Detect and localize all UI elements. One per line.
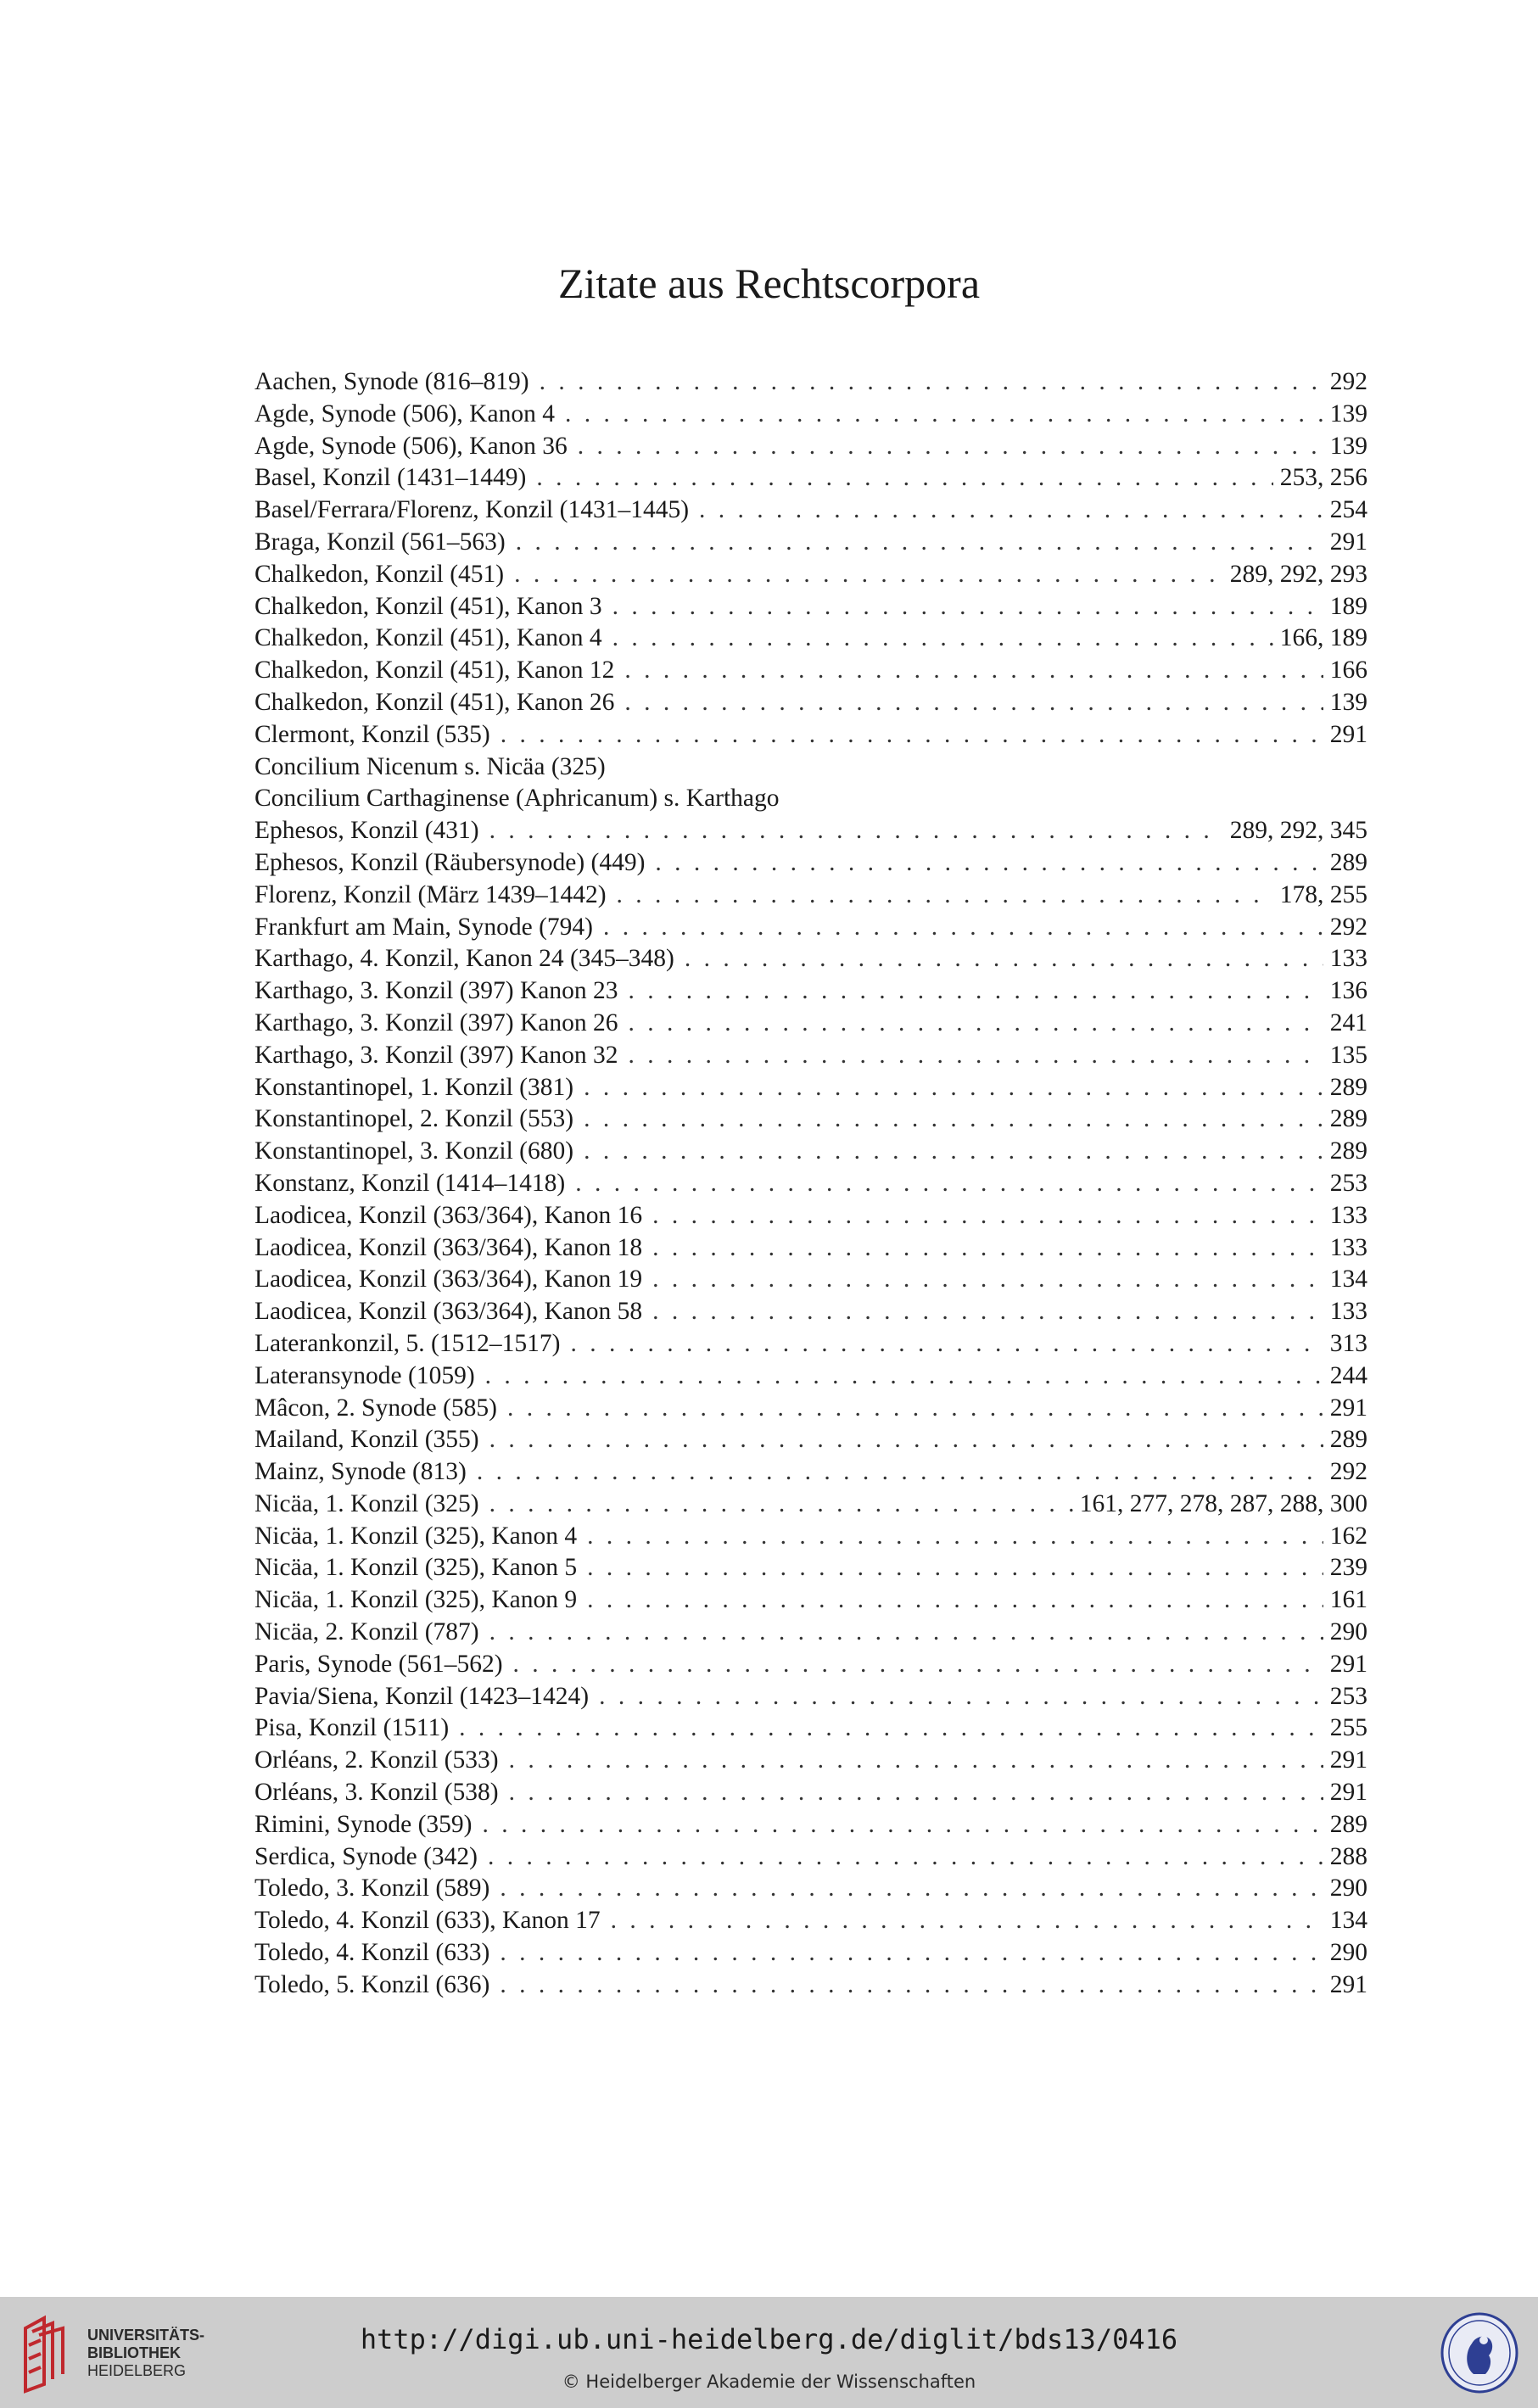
entry-title: Konstantinopel, 3. Konzil (680) xyxy=(254,1137,574,1165)
dot-leader xyxy=(584,1103,1323,1136)
entry-title: Serdica, Synode (342) xyxy=(254,1842,478,1870)
dot-leader xyxy=(540,366,1323,399)
entry-page-numbers: 244 xyxy=(1329,1361,1367,1389)
index-entry xyxy=(254,527,1367,559)
entry-page-numbers: 133 xyxy=(1329,1233,1367,1261)
dot-leader xyxy=(477,1456,1323,1489)
dot-leader xyxy=(500,1937,1323,1969)
dot-leader xyxy=(611,1905,1323,1937)
dot-leader xyxy=(587,1521,1323,1553)
entry-title: Laodicea, Konzil (363/364), Kanon 58 xyxy=(254,1298,643,1326)
dot-leader xyxy=(513,1649,1323,1681)
index-entry xyxy=(254,1745,1367,1777)
index-entry xyxy=(254,591,1367,623)
index-entry xyxy=(254,1681,1367,1713)
index-entry xyxy=(254,1809,1367,1841)
dot-leader xyxy=(652,1264,1323,1296)
dot-leader xyxy=(507,1393,1323,1425)
entry-page-numbers: 133 xyxy=(1329,1298,1367,1326)
entry-title: Toledo, 4. Konzil (633), Kanon 17 xyxy=(254,1907,601,1935)
entry-page-numbers: 253 xyxy=(1329,1169,1367,1197)
entry-title: Orléans, 3. Konzil (538) xyxy=(254,1779,499,1807)
academy-seal-icon[interactable] xyxy=(1440,2311,1519,2394)
entry-page-numbers: 292 xyxy=(1329,913,1367,941)
dot-leader xyxy=(489,1424,1323,1456)
dot-leader xyxy=(482,1809,1323,1841)
dot-leader xyxy=(655,847,1323,880)
entry-page-numbers: 291 xyxy=(1329,1746,1367,1774)
entry-page-numbers: 189 xyxy=(1329,592,1367,620)
entry-title: Nicäa, 1. Konzil (325), Kanon 9 xyxy=(254,1586,578,1614)
entry-page-numbers: 289 xyxy=(1329,1426,1367,1454)
dot-leader xyxy=(489,1489,1073,1521)
library-name-line: UNIVERSITÄTS- xyxy=(87,2327,205,2344)
index-entry xyxy=(254,1296,1367,1328)
entry-page-numbers: 291 xyxy=(1329,1394,1367,1422)
entry-title: Pavia/Siena, Konzil (1423–1424) xyxy=(254,1682,590,1710)
entry-page-numbers: 288 xyxy=(1329,1842,1367,1870)
dot-leader xyxy=(652,1232,1323,1265)
page-title: Zitate aus Rechtscorpora xyxy=(557,260,981,307)
dot-leader xyxy=(501,719,1323,751)
entry-page-numbers: 291 xyxy=(1329,720,1367,748)
entry-title: Konstantinopel, 1. Konzil (381) xyxy=(254,1073,574,1101)
entry-title: Chalkedon, Konzil (451), Kanon 12 xyxy=(254,656,615,684)
dot-leader xyxy=(489,815,1223,847)
entry-page-numbers: 289 xyxy=(1329,1073,1367,1101)
entry-page-numbers: 139 xyxy=(1329,688,1367,716)
entry-page-numbers: 166 xyxy=(1329,656,1367,684)
entry-title: Nicäa, 1. Konzil (325), Kanon 4 xyxy=(254,1522,578,1550)
entry-title: Lateransynode (1059) xyxy=(254,1361,475,1389)
index-entry xyxy=(254,847,1367,880)
index-entry xyxy=(254,975,1367,1008)
index-entry xyxy=(254,1649,1367,1681)
entry-page-numbers: 255 xyxy=(1329,1714,1367,1742)
entry-title: Chalkedon, Konzil (451), Kanon 4 xyxy=(254,624,602,652)
citation-index-list xyxy=(254,366,1367,2002)
index-entry xyxy=(254,1873,1367,1905)
entry-title: Konstanz, Konzil (1414–1418) xyxy=(254,1169,566,1197)
entry-page-numbers: 134 xyxy=(1329,1265,1367,1293)
entry-title: Chalkedon, Konzil (451), Kanon 26 xyxy=(254,688,615,716)
entry-page-numbers: 162 xyxy=(1329,1522,1367,1550)
dot-leader xyxy=(500,1969,1323,2002)
dot-leader xyxy=(509,1745,1323,1777)
index-entry xyxy=(254,399,1367,431)
dot-leader xyxy=(652,1200,1323,1232)
entry-page-numbers: 254 xyxy=(1329,496,1367,524)
entry-title: Rimini, Synode (359) xyxy=(254,1810,473,1838)
index-entry xyxy=(254,1841,1367,1874)
index-entry xyxy=(254,1264,1367,1296)
entry-title: Concilium Carthaginense (Aphricanum) s. Karthago xyxy=(254,785,780,813)
entry-page-numbers: 291 xyxy=(1329,1970,1367,1998)
entry-title: Laodicea, Konzil (363/364), Kanon 16 xyxy=(254,1201,643,1229)
entry-title: Frankfurt am Main, Synode (794) xyxy=(254,913,593,941)
entry-title: Toledo, 4. Konzil (633) xyxy=(254,1939,490,1967)
dot-leader xyxy=(587,1552,1323,1584)
entry-page-numbers: 161 xyxy=(1329,1586,1367,1614)
index-entry xyxy=(254,1905,1367,1937)
entry-title: Laterankonzil, 5. (1512–1517) xyxy=(254,1329,561,1357)
entry-title: Ephesos, Konzil (Räubersynode) (449) xyxy=(254,848,646,876)
dot-leader xyxy=(514,559,1223,591)
dot-leader xyxy=(578,431,1323,463)
index-entry xyxy=(254,1232,1367,1265)
entry-page-numbers: 290 xyxy=(1329,1874,1367,1902)
copyright-notice: © Heidelberger Akademie der Wissenschaften xyxy=(562,2372,976,2392)
entry-title: Agde, Synode (506), Kanon 4 xyxy=(254,399,555,427)
library-name-line: BIBLIOTHEK xyxy=(87,2344,181,2361)
entry-page-numbers: 290 xyxy=(1329,1939,1367,1967)
index-entry xyxy=(254,1521,1367,1553)
entry-page-numbers: 289 xyxy=(1329,1137,1367,1165)
index-entry xyxy=(254,1008,1367,1040)
index-entry xyxy=(254,1328,1367,1360)
index-entry xyxy=(254,1072,1367,1104)
entry-title: Mâcon, 2. Synode (585) xyxy=(254,1394,497,1422)
entry-title: Toledo, 5. Konzil (636) xyxy=(254,1970,490,1998)
index-entry xyxy=(254,1393,1367,1425)
entry-title: Clermont, Konzil (535) xyxy=(254,720,490,748)
entry-page-numbers: 133 xyxy=(1329,945,1367,973)
entry-title: Karthago, 3. Konzil (397) Kanon 32 xyxy=(254,1041,618,1069)
index-entry xyxy=(254,1937,1367,1969)
index-entry xyxy=(254,815,1367,847)
index-entry xyxy=(254,1584,1367,1617)
index-entry xyxy=(254,783,1367,815)
entry-title: Pisa, Konzil (1511) xyxy=(254,1714,450,1742)
entry-title: Ephesos, Konzil (431) xyxy=(254,817,479,845)
dot-leader xyxy=(509,1777,1323,1809)
entry-page-numbers: 289 xyxy=(1329,1105,1367,1133)
index-entry xyxy=(254,943,1367,975)
permalink-url[interactable]: http://digi.ub.uni-heidelberg.de/diglit/bds13/0416 xyxy=(360,2323,1178,2355)
entry-title: Orléans, 2. Konzil (533) xyxy=(254,1746,499,1774)
entry-page-numbers: 139 xyxy=(1329,432,1367,460)
index-entry xyxy=(254,1360,1367,1393)
entry-title: Concilium Nicenum s. Nicäa (325) xyxy=(254,752,606,780)
index-entry xyxy=(254,1777,1367,1809)
index-entry xyxy=(254,687,1367,719)
dot-leader xyxy=(584,1072,1323,1104)
entry-title: Braga, Konzil (561–563) xyxy=(254,528,506,556)
index-entry xyxy=(254,1456,1367,1489)
entry-title: Nicäa, 1. Konzil (325) xyxy=(254,1489,479,1517)
dot-leader xyxy=(685,943,1323,975)
entry-page-numbers: 134 xyxy=(1329,1907,1367,1935)
index-entry xyxy=(254,1424,1367,1456)
index-entry xyxy=(254,366,1367,399)
entry-page-numbers: 289, 292, 345 xyxy=(1229,817,1367,845)
dot-leader xyxy=(652,1296,1323,1328)
entry-page-numbers: 166, 189 xyxy=(1279,624,1367,652)
entry-page-numbers: 239 xyxy=(1329,1554,1367,1582)
entry-page-numbers: 136 xyxy=(1329,977,1367,1005)
entry-page-numbers: 253 xyxy=(1329,1682,1367,1710)
index-entry xyxy=(254,1136,1367,1168)
entry-title: Toledo, 3. Konzil (589) xyxy=(254,1874,490,1902)
dot-leader xyxy=(699,494,1323,527)
library-name-line: HEIDELBERG xyxy=(87,2362,187,2379)
dot-leader xyxy=(485,1360,1323,1393)
entry-title: Paris, Synode (561–562) xyxy=(254,1650,503,1678)
entry-page-numbers: 241 xyxy=(1329,1008,1367,1036)
entry-title: Nicäa, 2. Konzil (787) xyxy=(254,1618,479,1646)
dot-leader xyxy=(500,1873,1323,1905)
entry-page-numbers: 289 xyxy=(1329,1810,1367,1838)
entry-title: Karthago, 3. Konzil (397) Kanon 23 xyxy=(254,977,618,1005)
entry-page-numbers: 161, 277, 278, 287, 288, 300 xyxy=(1079,1489,1367,1517)
index-entry xyxy=(254,1103,1367,1136)
entry-page-numbers: 289 xyxy=(1329,848,1367,876)
index-entry xyxy=(254,1969,1367,2002)
entry-title: Karthago, 4. Konzil, Kanon 24 (345–348) xyxy=(254,945,674,973)
entry-title: Laodicea, Konzil (363/364), Kanon 19 xyxy=(254,1265,643,1293)
dot-leader xyxy=(599,1681,1323,1713)
entry-title: Mailand, Konzil (355) xyxy=(254,1426,479,1454)
dot-leader xyxy=(536,462,1272,494)
entry-page-numbers: 135 xyxy=(1329,1041,1367,1069)
dot-leader xyxy=(612,623,1273,655)
index-entry xyxy=(254,623,1367,655)
index-entry xyxy=(254,1712,1367,1745)
entry-page-numbers: 139 xyxy=(1329,399,1367,427)
index-entry xyxy=(254,1617,1367,1649)
dot-leader xyxy=(628,1008,1323,1040)
dot-leader xyxy=(575,1168,1323,1200)
entry-page-numbers: 290 xyxy=(1329,1618,1367,1646)
dot-leader xyxy=(617,880,1273,912)
index-entry xyxy=(254,1040,1367,1072)
dot-leader xyxy=(488,1841,1323,1874)
entry-page-numbers: 292 xyxy=(1329,368,1367,395)
dot-leader xyxy=(584,1136,1323,1168)
dot-leader xyxy=(489,1617,1323,1649)
entry-title: Basel/Ferrara/Florenz, Konzil (1431–1445) xyxy=(254,496,690,524)
entry-title: Chalkedon, Konzil (451), Kanon 3 xyxy=(254,592,602,620)
entry-title: Mainz, Synode (813) xyxy=(254,1458,467,1486)
entry-title: Basel, Konzil (1431–1449) xyxy=(254,464,527,492)
entry-page-numbers: 133 xyxy=(1329,1201,1367,1229)
dot-leader xyxy=(628,975,1323,1008)
entry-page-numbers: 291 xyxy=(1329,528,1367,556)
entry-title: Florenz, Konzil (März 1439–1442) xyxy=(254,880,607,908)
entry-page-numbers: 291 xyxy=(1329,1650,1367,1678)
dot-leader xyxy=(624,687,1323,719)
index-entry xyxy=(254,719,1367,751)
dot-leader xyxy=(565,399,1323,431)
index-entry xyxy=(254,1200,1367,1232)
entry-title: Konstantinopel, 2. Konzil (553) xyxy=(254,1105,574,1133)
index-entry xyxy=(254,880,1367,912)
entry-page-numbers: 289, 292, 293 xyxy=(1229,560,1367,588)
dot-leader xyxy=(459,1712,1323,1745)
dot-leader xyxy=(516,527,1323,559)
index-entry xyxy=(254,751,1367,784)
entry-page-numbers: 313 xyxy=(1329,1329,1367,1357)
index-entry xyxy=(254,912,1367,944)
entry-title: Chalkedon, Konzil (451) xyxy=(254,560,505,588)
entry-title: Laodicea, Konzil (363/364), Kanon 18 xyxy=(254,1233,643,1261)
entry-title: Karthago, 3. Konzil (397) Kanon 26 xyxy=(254,1008,618,1036)
entry-page-numbers: 291 xyxy=(1329,1779,1367,1807)
dot-leader xyxy=(587,1584,1323,1617)
dot-leader xyxy=(603,912,1323,944)
index-entry xyxy=(254,1552,1367,1584)
dot-leader xyxy=(628,1040,1323,1072)
dot-leader xyxy=(624,655,1323,687)
entry-title: Nicäa, 1. Konzil (325), Kanon 5 xyxy=(254,1554,578,1582)
dot-leader xyxy=(570,1328,1323,1360)
entry-page-numbers: 292 xyxy=(1329,1458,1367,1486)
index-entry xyxy=(254,431,1367,463)
index-entry xyxy=(254,494,1367,527)
entry-title: Agde, Synode (506), Kanon 36 xyxy=(254,432,568,460)
index-entry xyxy=(254,1489,1367,1521)
index-entry xyxy=(254,559,1367,591)
entry-page-numbers: 253, 256 xyxy=(1279,464,1367,492)
entry-page-numbers: 178, 255 xyxy=(1279,880,1367,908)
index-entry xyxy=(254,462,1367,494)
entry-title: Aachen, Synode (816–819) xyxy=(254,368,529,395)
index-entry xyxy=(254,1168,1367,1200)
index-entry xyxy=(254,655,1367,687)
dot-leader xyxy=(612,591,1323,623)
